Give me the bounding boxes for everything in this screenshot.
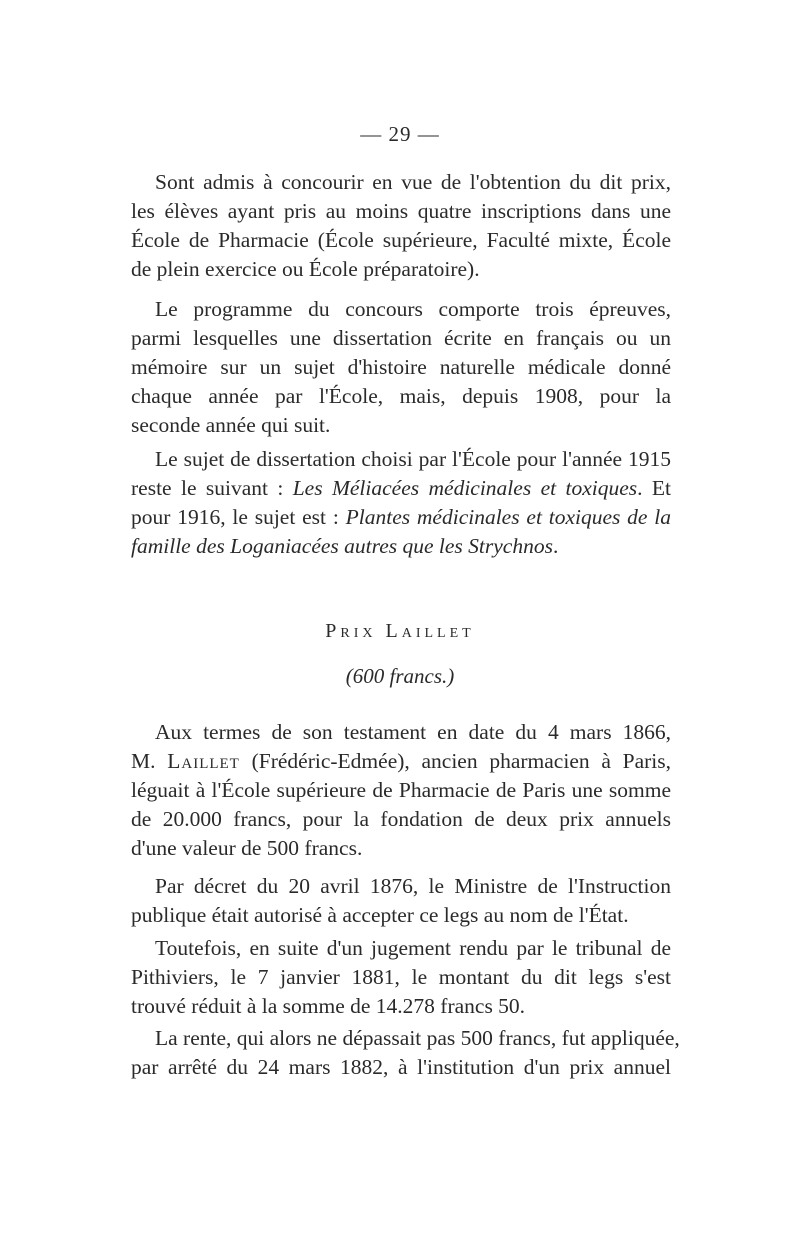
text-line [131, 532, 671, 561]
text-line: La rente, qui alors ne dépassait pas 500 francs, fut appliquée, [155, 1026, 680, 1050]
text-segment: . Et [637, 476, 671, 500]
text-line: Par décret du 20 avril 1876, le Ministre de l'Instruction [155, 874, 671, 898]
text-line [131, 747, 671, 776]
text-line: de plein exercice ou École préparatoire). [131, 257, 480, 281]
text-line [131, 474, 671, 503]
subject-title-1916-cont: famille des Loganiacées autres que les Strychnos [131, 534, 553, 558]
page-number: — 29 — [360, 122, 440, 146]
text-segment: (Frédéric-Edmée), ancien pharmacien à Paris, [239, 749, 671, 773]
text-line [131, 503, 671, 532]
paragraph-admission [131, 168, 671, 284]
text-segment: reste le suivant : [131, 476, 293, 500]
text-line: Le sujet de dissertation choisi par l'École pour l'année 1915 [155, 447, 671, 471]
text-line: parmi lesquelles une dissertation écrite en français ou un [131, 326, 671, 350]
text-line: trouvé réduit à la somme de 14.278 francs 50. [131, 994, 526, 1018]
paragraph-dissertation-subject [131, 445, 671, 561]
person-name: Laillet [167, 749, 240, 773]
text-line: les élèves ayant pris au moins quatre inscriptions dans une [131, 199, 671, 223]
text-line: Aux termes de son testament en date du 4 mars 1866, [155, 720, 671, 744]
text-line: léguait à l'École supérieure de Pharmacie de Paris une somme [131, 778, 671, 802]
text-line: par arrêté du 24 mars 1882, à l'institution d'un prix annuel [131, 1055, 671, 1079]
paragraph-programme [131, 295, 671, 440]
text-line: seconde année qui suit. [131, 413, 331, 437]
section-title: Prix Laillet [325, 620, 475, 642]
subject-title-1916: Plantes médicinales et toxiques de la [345, 505, 671, 529]
text-segment: pour 1916, le sujet est : [131, 505, 346, 529]
paragraph-rente [131, 1024, 680, 1082]
text-segment: . [552, 534, 559, 558]
text-segment: M. [131, 749, 168, 773]
section-subtitle: (600 francs.) [345, 664, 455, 688]
text-line: de 20.000 francs, pour la fondation de deux prix annuels [131, 807, 671, 831]
text-line: d'une valeur de 500 francs. [131, 836, 363, 860]
text-line: École de Pharmacie (École supérieure, Faculté mixte, École [131, 228, 671, 252]
text-line: Sont admis à concourir en vue de l'obtention du dit prix, [155, 170, 671, 194]
text-line: publique était autorisé à accepter ce legs au nom de l'État. [131, 903, 629, 927]
text-line: mémoire sur un sujet d'histoire naturelle médicale donné [131, 355, 671, 379]
paragraph-testament [131, 718, 671, 863]
text-line: Le programme du concours comporte trois épreuves, [155, 297, 671, 321]
paragraph-decree [131, 872, 671, 930]
text-line: Toutefois, en suite d'un jugement rendu par le tribunal de [155, 936, 671, 960]
text-line: Pithiviers, le 7 janvier 1881, le montant du dit legs s'est [131, 965, 671, 989]
subject-title-1915: Les Méliacées médicinales et toxiques [292, 476, 638, 500]
text-line: chaque année par l'École, mais, depuis 1908, pour la [131, 384, 671, 408]
paragraph-judgment [131, 934, 671, 1021]
